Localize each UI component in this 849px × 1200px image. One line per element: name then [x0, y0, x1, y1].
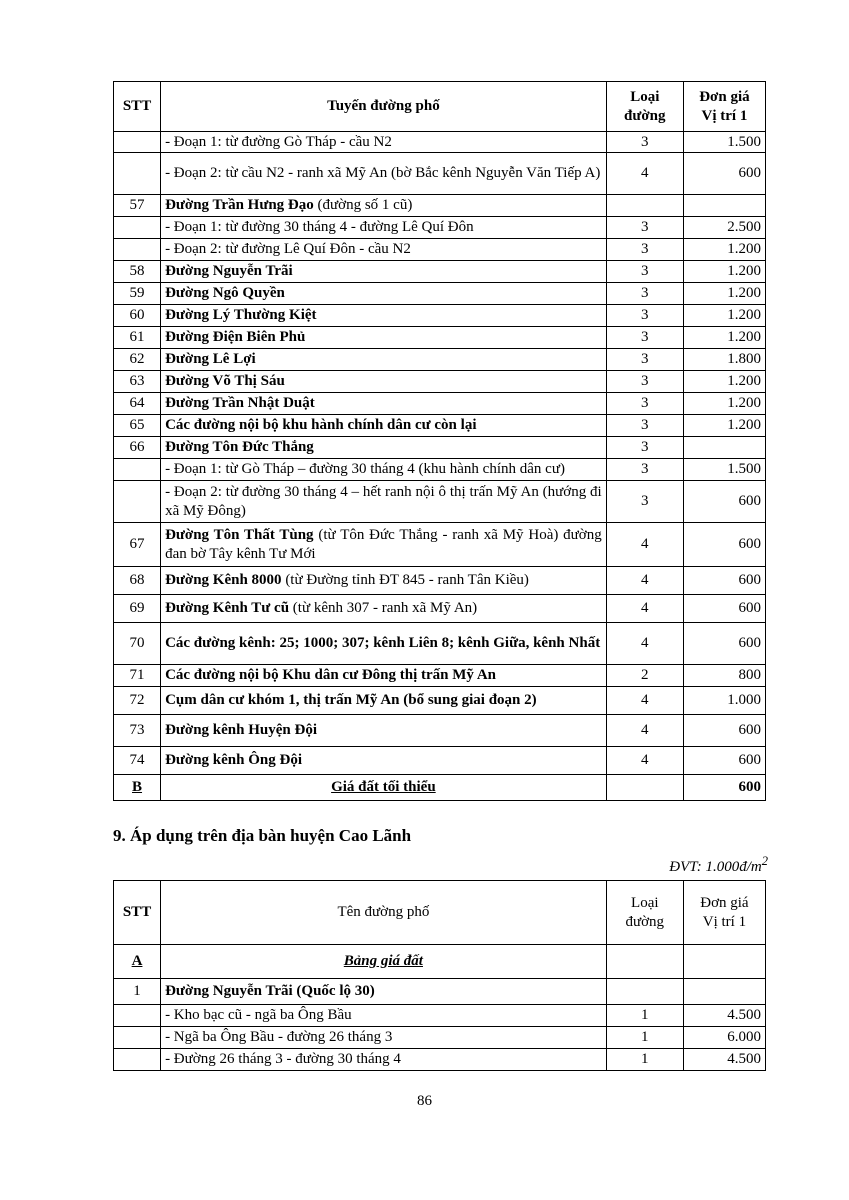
cell-name: [161, 393, 607, 415]
unit-sup: 2: [761, 854, 768, 868]
cell-loai: 4: [606, 715, 683, 747]
cell-stt: 68: [114, 567, 161, 595]
cell-name-main: Giá đất tối thiểu: [331, 779, 436, 795]
cell-name-main: - Đoạn 1: từ đường 30 tháng 4 - đường Lê Quí Đôn: [165, 219, 474, 235]
cell-stt: [114, 459, 161, 481]
cell-gia: [683, 195, 765, 217]
cell-name-main: - Kho bạc cũ - ngã ba Ông Bầu: [165, 1007, 352, 1023]
table-row: [114, 371, 766, 393]
table-row: [114, 327, 766, 349]
cell-gia: 1.200: [683, 327, 765, 349]
cell-name: [161, 1027, 607, 1049]
cell-name-main: Đường kênh Huyện Đội: [165, 722, 317, 738]
cell-name: [161, 775, 607, 801]
header-stt: STT: [114, 82, 161, 132]
cell-loai: 3: [606, 283, 683, 305]
cell-stt: [114, 481, 161, 523]
cell-gia: [683, 979, 765, 1005]
header-name: Tuyến đường phố: [161, 82, 607, 132]
cell-stt: 73: [114, 715, 161, 747]
cell-loai: 3: [606, 371, 683, 393]
cell-name-main: Đường Trần Nhật Duật: [165, 395, 315, 411]
cell-name: [161, 283, 607, 305]
cell-name: [161, 481, 607, 523]
table-row: [114, 523, 766, 567]
table-row: [114, 195, 766, 217]
cell-name-main: - Ngã ba Ông Bầu - đường 26 tháng 3: [165, 1029, 393, 1045]
cell-gia: 1.200: [683, 305, 765, 327]
table-row: [114, 665, 766, 687]
table-header-row: [114, 881, 766, 945]
unit-text: ĐVT: 1.000đ/m: [669, 859, 762, 875]
cell-name: [161, 567, 607, 595]
table-row: [114, 132, 766, 153]
cell-name: [161, 239, 607, 261]
cell-loai: 4: [606, 623, 683, 665]
cell-name: [161, 195, 607, 217]
table-header-row: [114, 82, 766, 132]
table-row: [114, 1027, 766, 1049]
cell-stt: 58: [114, 261, 161, 283]
cell-name-main: - Đoạn 2: từ đường Lê Quí Đôn - cầu N2: [165, 241, 411, 257]
page-number: 86: [417, 1093, 432, 1109]
cell-gia: 600: [683, 567, 765, 595]
cell-name: [161, 459, 607, 481]
table-row: [114, 437, 766, 459]
cell-name: [161, 623, 607, 665]
cell-name: [161, 132, 607, 153]
cell-name: [161, 665, 607, 687]
cell-gia: 4.500: [683, 1049, 765, 1071]
cell-stt: 69: [114, 595, 161, 623]
cell-gia: 1.200: [683, 415, 765, 437]
table-row: [114, 481, 766, 523]
cell-gia: 1.500: [683, 132, 765, 153]
table-row: [114, 349, 766, 371]
cell-name-main: Đường Tôn Đức Thắng: [165, 439, 314, 455]
cell-loai: 1: [606, 1027, 683, 1049]
cell-name-main: Đường Nguyễn Trãi: [165, 263, 293, 279]
cell-loai: 3: [606, 327, 683, 349]
section-title: 9. Áp dụng trên địa bàn huyện Cao Lãnh: [113, 826, 412, 845]
table-row: [114, 261, 766, 283]
table-row: [114, 283, 766, 305]
cell-name: [161, 1049, 607, 1071]
cell-name-suffix: (từ kênh 307 - ranh xã Mỹ An): [289, 600, 478, 616]
cell-gia: 600: [683, 523, 765, 567]
table-row: [114, 153, 766, 195]
header-stt: STT: [114, 881, 161, 945]
cell-loai: 2: [606, 665, 683, 687]
cell-loai: 3: [606, 305, 683, 327]
cell-gia: 1.200: [683, 239, 765, 261]
table-row: [114, 1049, 766, 1071]
cell-stt: 60: [114, 305, 161, 327]
cell-name-main: Bảng giá đất: [343, 953, 423, 969]
cell-gia: 1.200: [683, 371, 765, 393]
table-row: [114, 415, 766, 437]
cell-name-main: Đường Điện Biên Phủ: [165, 329, 306, 345]
cell-gia: 1.200: [683, 283, 765, 305]
table-row: [114, 393, 766, 415]
cell-name: [161, 217, 607, 239]
table-row: [114, 775, 766, 801]
table-row: [114, 687, 766, 715]
cell-loai: 3: [606, 261, 683, 283]
cell-stt: [114, 1049, 161, 1071]
cell-loai: 3: [606, 481, 683, 523]
cell-loai: [606, 979, 683, 1005]
cell-stt: 66: [114, 437, 161, 459]
cell-stt: [114, 1005, 161, 1027]
cell-stt: 74: [114, 747, 161, 775]
cell-stt: [114, 132, 161, 153]
cell-gia: 4.500: [683, 1005, 765, 1027]
cell-name: [161, 261, 607, 283]
cell-stt: 65: [114, 415, 161, 437]
cell-gia: 600: [683, 623, 765, 665]
header-gia: Đơn giá Vị trí 1: [683, 82, 765, 132]
cell-name-main: Các đường kênh: 25; 1000; 307; kênh Liên 8; kênh Giữa, kênh Nhất: [165, 635, 601, 651]
cell-name-suffix: (đường số 1 cũ): [313, 197, 413, 213]
table-body: [114, 945, 766, 1071]
cell-gia: 1.200: [683, 393, 765, 415]
cell-name: [161, 595, 607, 623]
cell-name: [161, 1005, 607, 1027]
cell-name-main: Đường Lý Thường Kiệt: [165, 307, 317, 323]
cell-name: [161, 437, 607, 459]
cell-stt: [114, 1027, 161, 1049]
cell-name-main: Các đường nội bộ Khu dân cư Đông thị trấn Mỹ An: [165, 667, 497, 683]
cell-gia: 600: [683, 595, 765, 623]
table-row: [114, 239, 766, 261]
cell-stt: 62: [114, 349, 161, 371]
cell-loai: [606, 775, 683, 801]
cell-gia: 600: [683, 481, 765, 523]
cell-loai: 4: [606, 567, 683, 595]
header-loai: Loại đường: [606, 82, 683, 132]
cell-stt: [114, 153, 161, 195]
table-row: [114, 567, 766, 595]
cell-name: [161, 415, 607, 437]
cell-name-main: - Đoạn 1: từ đường Gò Tháp - cầu N2: [165, 133, 392, 150]
cell-stt: B: [114, 775, 161, 801]
table-row: [114, 747, 766, 775]
cell-stt: [114, 217, 161, 239]
cell-loai: 4: [606, 595, 683, 623]
cell-stt: [114, 239, 161, 261]
cell-name-main: Đường Lê Lợi: [165, 351, 256, 367]
cell-stt: 61: [114, 327, 161, 349]
cell-name-suffix: (từ Tôn Đức Thắng - ranh xã Mỹ Hoà) đường đan bờ Tây kênh Tư Mới: [165, 526, 602, 562]
cell-name: [161, 747, 607, 775]
unit-label: [669, 854, 768, 876]
cell-gia: 1.500: [683, 459, 765, 481]
cell-gia: 6.000: [683, 1027, 765, 1049]
cell-name-suffix: (từ Đường tỉnh ĐT 845 - ranh Tân Kiều): [281, 572, 529, 588]
cell-name-main: Cụm dân cư khóm 1, thị trấn Mỹ An (bổ sung giai đoạn 2): [165, 692, 537, 708]
table-row: [114, 595, 766, 623]
cell-loai: 3: [606, 393, 683, 415]
cell-gia: [683, 437, 765, 459]
table-row: [114, 715, 766, 747]
cell-loai: 4: [606, 523, 683, 567]
cell-stt: 57: [114, 195, 161, 217]
cell-name: [161, 979, 607, 1005]
cell-name-main: - Đoạn 2: từ đường 30 tháng 4 – hết ranh nội ô thị trấn Mỹ An (hướng đi xã Mỹ Đông): [165, 483, 602, 519]
cell-loai: 4: [606, 687, 683, 715]
cell-gia: 2.500: [683, 217, 765, 239]
cell-name-main: Các đường nội bộ khu hành chính dân cư còn lại: [165, 417, 477, 433]
cell-name: [161, 371, 607, 393]
table-row: [114, 459, 766, 481]
cell-loai: 3: [606, 415, 683, 437]
price-table-2: [113, 880, 766, 1071]
cell-name: [161, 327, 607, 349]
cell-name-main: Đường Nguyễn Trãi (Quốc lộ 30): [165, 983, 375, 999]
cell-loai: 1: [606, 1049, 683, 1071]
cell-name-main: Đường Tôn Thất Tùng: [165, 526, 314, 543]
table-row: [114, 1005, 766, 1027]
price-table-1: [113, 81, 766, 801]
table-row: [114, 945, 766, 979]
cell-stt: 72: [114, 687, 161, 715]
cell-loai: 4: [606, 747, 683, 775]
cell-stt: 64: [114, 393, 161, 415]
cell-loai: [606, 945, 683, 979]
cell-name: [161, 305, 607, 327]
table-row: [114, 217, 766, 239]
cell-gia: 1.200: [683, 261, 765, 283]
cell-name-main: - Đoạn 1: từ Gò Tháp – đường 30 tháng 4 (khu hành chính dân cư): [165, 461, 565, 477]
cell-gia: 1.000: [683, 687, 765, 715]
cell-name-main: Đường Kênh 8000: [165, 572, 282, 588]
cell-name: [161, 523, 607, 567]
cell-loai: 3: [606, 132, 683, 153]
cell-name: [161, 349, 607, 371]
cell-name-main: - Đoạn 2: từ cầu N2 - ranh xã Mỹ An (bờ Bắc kênh Nguyễn Văn Tiếp A): [165, 165, 601, 181]
cell-gia: 600: [683, 747, 765, 775]
table-row: [114, 979, 766, 1005]
header-loai: Loại đường: [606, 881, 683, 945]
cell-name-main: Đường Ngô Quyền: [165, 285, 285, 301]
cell-name-main: - Đường 26 tháng 3 - đường 30 tháng 4: [165, 1051, 401, 1067]
cell-name-main: Đường Trần Hưng Đạo: [165, 197, 314, 213]
header-name: Tên đường phố: [161, 881, 607, 945]
cell-loai: 3: [606, 437, 683, 459]
table-row: [114, 623, 766, 665]
cell-name-main: Đường Võ Thị Sáu: [165, 373, 285, 389]
cell-gia: 600: [683, 715, 765, 747]
header-gia: Đơn giá Vị trí 1: [683, 881, 765, 945]
cell-name: [161, 153, 607, 195]
table-row: [114, 305, 766, 327]
cell-loai: 3: [606, 459, 683, 481]
cell-name-main: Đường kênh Ông Đội: [165, 752, 302, 768]
cell-name: [161, 687, 607, 715]
cell-stt: 63: [114, 371, 161, 393]
cell-loai: 3: [606, 239, 683, 261]
cell-gia: 1.800: [683, 349, 765, 371]
cell-name: [161, 715, 607, 747]
cell-loai: 3: [606, 217, 683, 239]
cell-gia: 800: [683, 665, 765, 687]
cell-loai: [606, 195, 683, 217]
cell-stt: 59: [114, 283, 161, 305]
cell-stt: A: [114, 945, 161, 979]
cell-name-main: Đường Kênh Tư cũ: [165, 600, 290, 616]
cell-loai: 4: [606, 153, 683, 195]
cell-gia: 600: [683, 775, 765, 801]
cell-gia: 600: [683, 153, 765, 195]
cell-stt: 71: [114, 665, 161, 687]
table-body: [114, 132, 766, 801]
cell-name: [161, 945, 607, 979]
cell-gia: [683, 945, 765, 979]
cell-stt: 1: [114, 979, 161, 1005]
cell-loai: 1: [606, 1005, 683, 1027]
cell-stt: 67: [114, 523, 161, 567]
cell-stt: 70: [114, 623, 161, 665]
cell-loai: 3: [606, 349, 683, 371]
